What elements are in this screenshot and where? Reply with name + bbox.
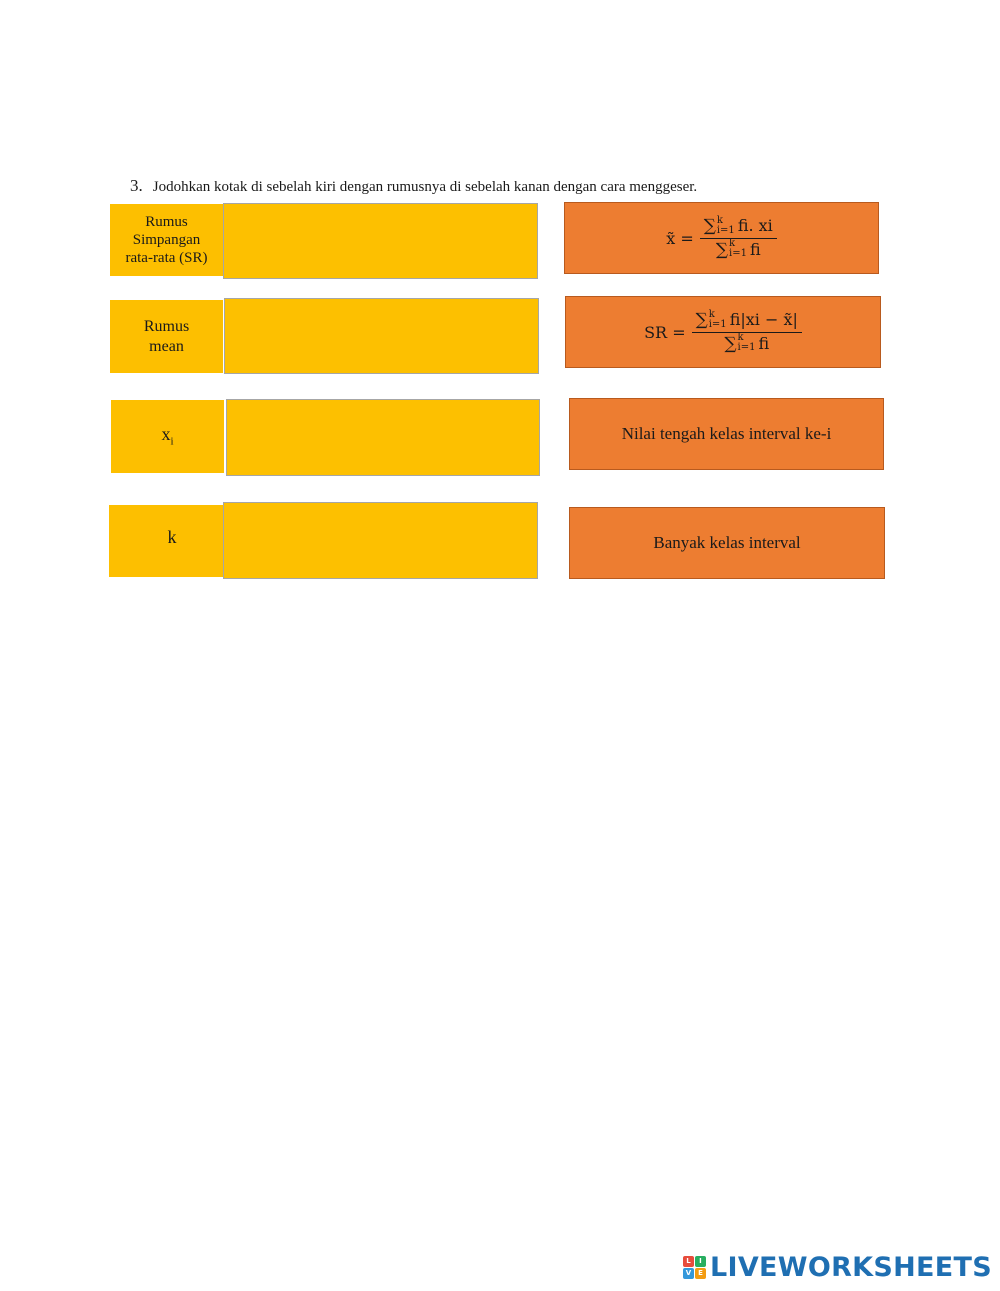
sum-upper: k [716,214,723,226]
answer-class-count-text: Banyak kelas interval [653,533,801,552]
numerator-term: fi. xi [737,216,773,235]
instruction [130,176,697,196]
question-number: 3. [130,176,143,195]
answer-midpoint[interactable] [569,398,884,470]
label-k [109,505,223,577]
sigma-symbol: ∑ [715,239,729,260]
label-rumus-sr [110,204,223,276]
logo-mark-letter: V [683,1268,694,1279]
answer-midpoint-text: Nilai tengah kelas interval ke-i [621,424,832,443]
sum-lower: i=1 [737,342,756,353]
label-xi-main: x [161,424,171,445]
sigma-symbol: ∑ [724,333,737,354]
sum-upper: k [737,332,744,343]
formula-fraction [692,310,802,354]
formula-fraction [700,216,777,260]
label-line: k [167,527,177,548]
answer-class-count[interactable] [569,507,885,579]
label-xi [111,400,224,473]
sigma-symbol: ∑ [695,310,708,330]
drop-zone-4[interactable] [223,502,538,579]
denominator-term: fi [749,239,761,259]
sum-upper: k [708,308,715,320]
sum-limits [717,216,735,236]
drop-zone-1[interactable] [223,203,538,279]
mean-formula [666,216,777,260]
logo-mark-letter: I [695,1256,706,1267]
label-line: Rumus [143,318,190,336]
sum-lower: i=1 [708,318,727,330]
liveworksheets-logo [683,1252,992,1283]
denominator-term: fi [758,333,770,353]
sum-limits [729,239,747,259]
sr-formula [644,310,802,354]
formula-lhs: SR = [644,322,686,342]
label-line: rata-rata (SR) [125,250,208,266]
logo-mark-letter: L [683,1256,694,1267]
drop-zone-3[interactable] [226,399,540,476]
logo-mark-letter: E [695,1268,706,1279]
formula-denominator [712,239,765,261]
sum-lower: i=1 [729,248,747,259]
sum-lower: i=1 [716,224,735,236]
formula-numerator [692,310,802,333]
sigma-symbol: ∑ [703,216,716,236]
sum-limits [709,310,727,330]
sum-limits [738,333,756,353]
formula-lhs: x̃ = [666,228,694,248]
label-rumus-mean [110,300,223,373]
logo-mark-icon [683,1256,706,1279]
logo-text: LIVEWORKSHEETS [709,1252,992,1283]
formula-denominator [720,333,773,355]
label-xi-sub: i [170,435,174,448]
answer-mean-formula[interactable] [564,202,879,274]
drop-zone-2[interactable] [224,298,539,374]
answer-sr-formula[interactable] [565,296,881,368]
formula-numerator [700,216,777,239]
instruction-text: Jodohkan kotak di sebelah kiri dengan rumusnya di sebelah kanan dengan cara menggeser. [152,179,698,195]
numerator-term: fi|xi − x̃| [729,310,798,329]
label-line: mean [149,337,184,355]
sum-upper: k [729,238,736,249]
label-line: Rumus [145,214,188,230]
label-line: Simpangan [132,232,201,248]
